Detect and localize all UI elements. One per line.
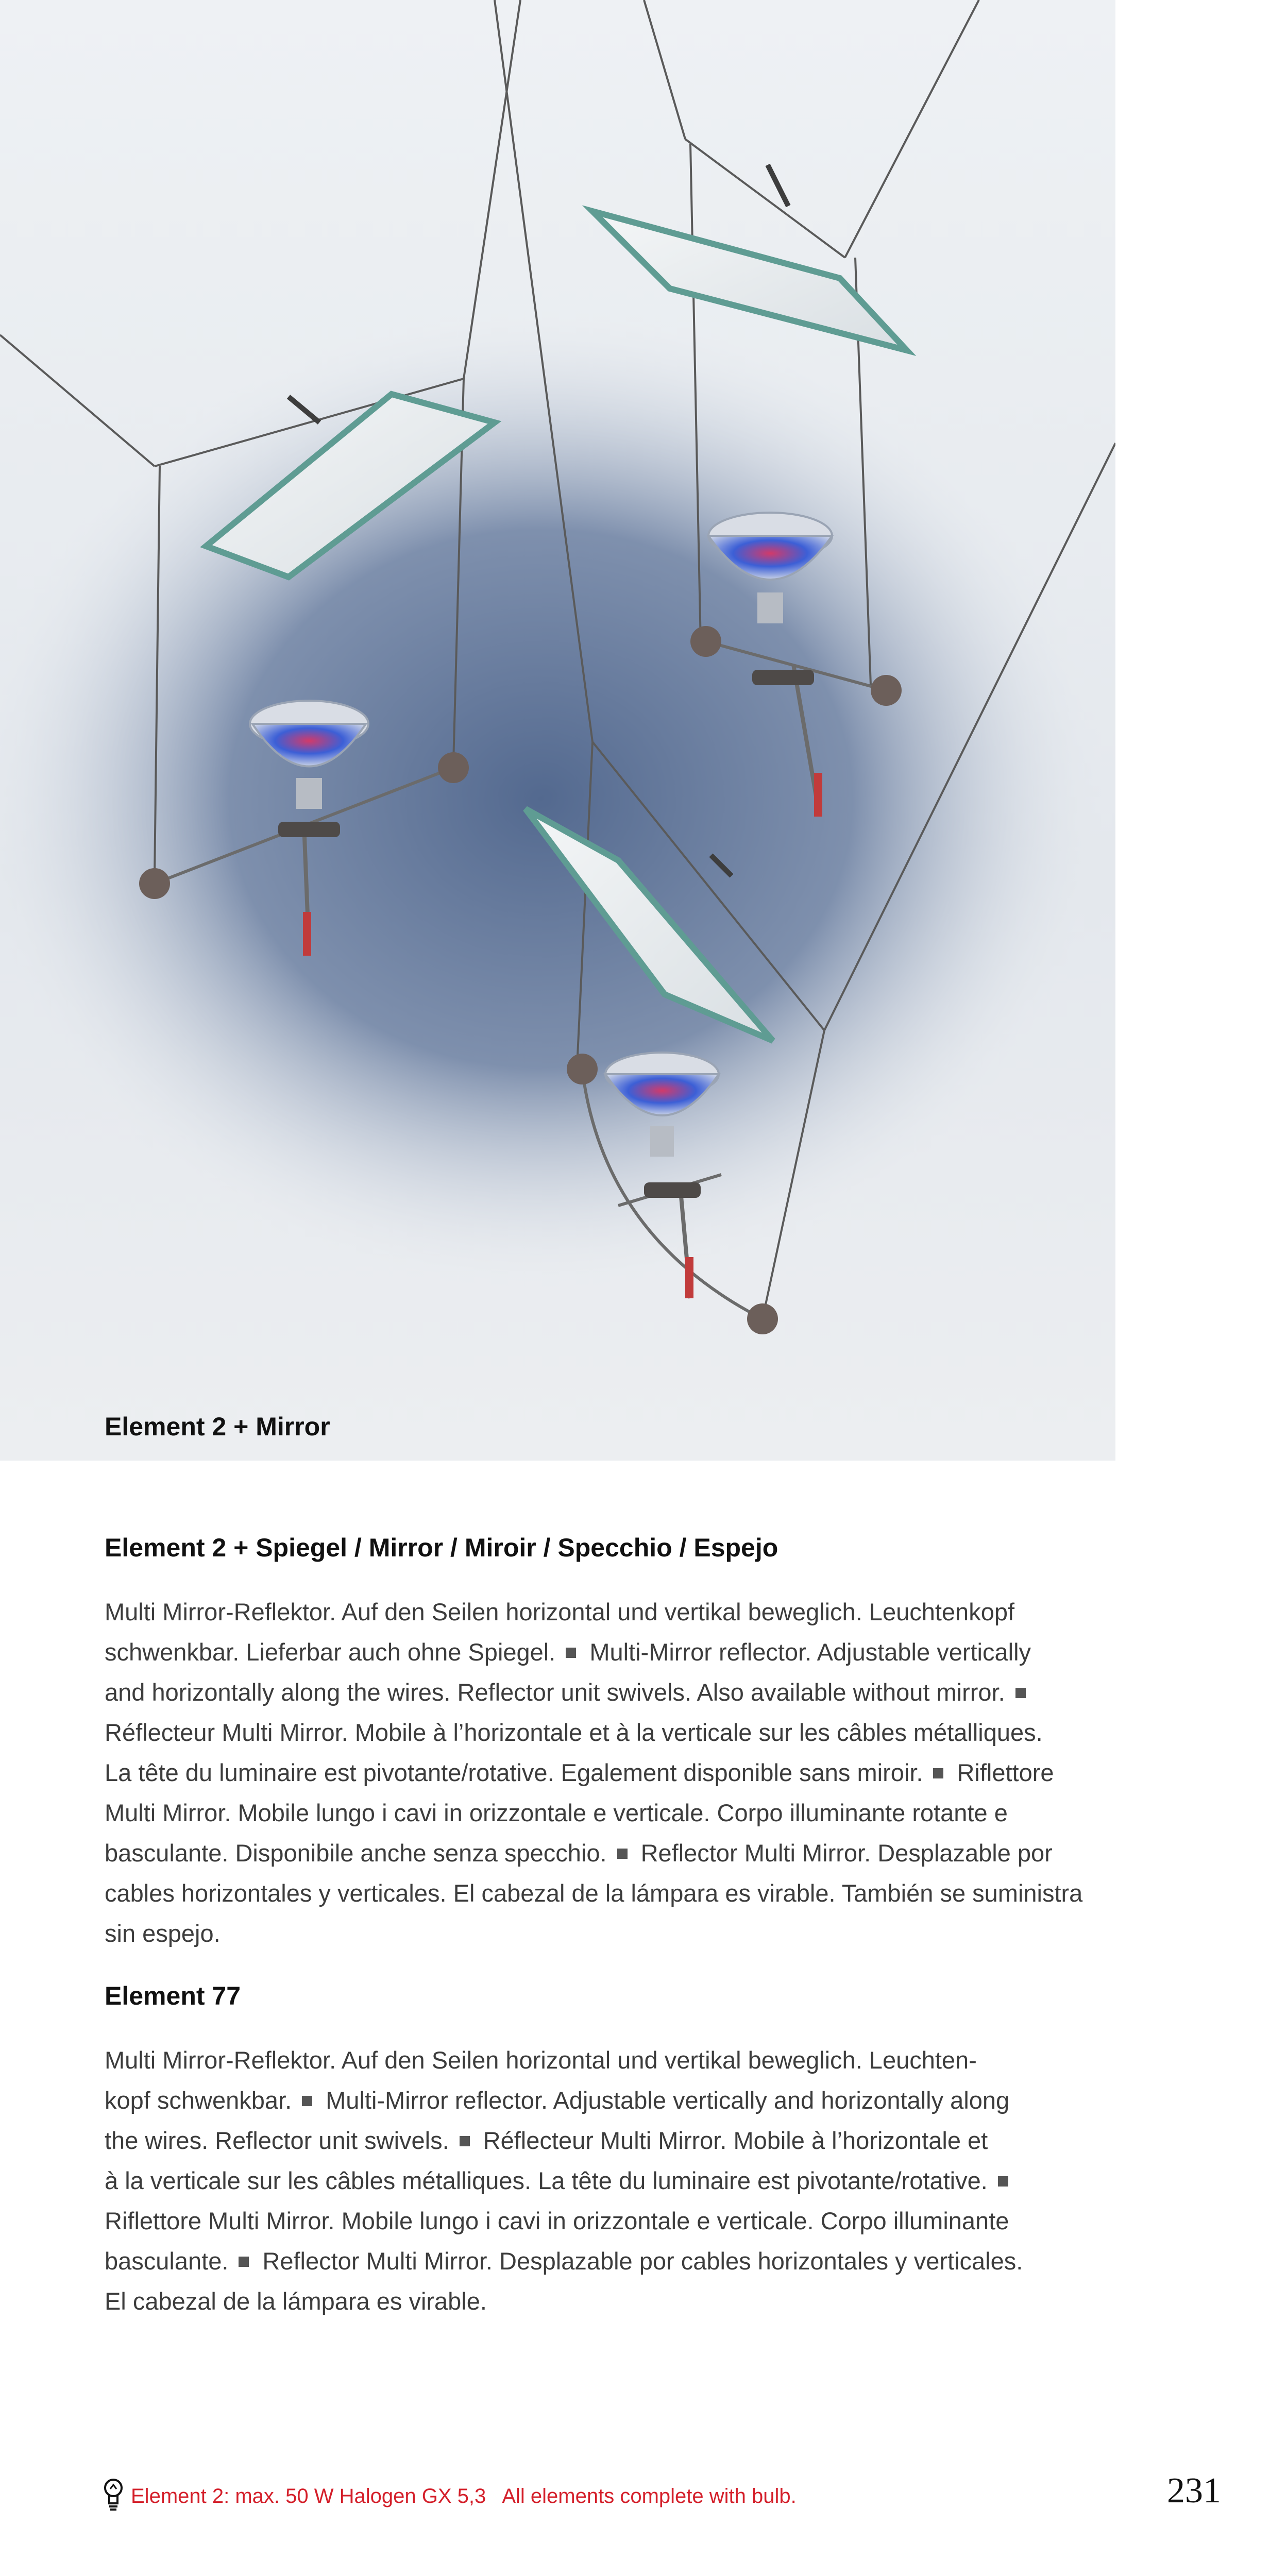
text-line: Multi Mirror-Reflektor. Auf den Seilen horizontal und vertikal beweglich. Leuchten-	[105, 2046, 977, 2074]
section-heading-element-77: Element 77	[105, 1981, 241, 2010]
text-line: El cabezal de la lámpara es virable.	[105, 2287, 487, 2315]
footer-note	[103, 2473, 797, 2519]
text-line: à la verticale sur les câbles métalliques. La tête du luminaire est pivotante/rotative.	[105, 2161, 1109, 2201]
separator-square-icon	[239, 2257, 249, 2267]
section-heading-element-2: Element 2 + Spiegel / Mirror / Miroir / Specchio / Espejo	[105, 1533, 778, 1562]
separator-square-icon	[302, 2096, 312, 2106]
separator-square-icon	[933, 1768, 943, 1778]
bulb-icon	[103, 2478, 124, 2515]
separator-square-icon	[617, 1849, 628, 1859]
footer-note-text: Element 2: max. 50 W Halogen GX 5,3 All elements complete with bulb.	[131, 2484, 797, 2507]
page-number: 231	[1167, 2471, 1221, 2511]
mirror-lamp-illustration	[0, 0, 1115, 1461]
text-line: kopf schwenkbar. Multi-Mirror reflector. Adjustable vertically and horizontally along	[105, 2087, 1010, 2114]
text-line: cables horizontales y verticales. El cabezal de la lámpara es virable. También se suministra	[105, 1879, 1083, 1907]
separator-square-icon	[460, 2136, 470, 2146]
figure-caption: Element 2 + Mirror	[105, 1412, 330, 1441]
text-line: schwenkbar. Lieferbar auch ohne Spiegel. Multi-Mirror reflector. Adjustable vertically	[105, 1638, 1031, 1666]
text-line: Réflecteur Multi Mirror. Mobile à l’horizontale et à la verticale sur les câbles métalliques.	[105, 1719, 1043, 1746]
text-line: Multi Mirror-Reflektor. Auf den Seilen horizontal und vertikal beweglich. Leuchtenkopf	[105, 1598, 1015, 1625]
text-line: the wires. Reflector unit swivels. Réflecteur Multi Mirror. Mobile à l’horizontale et	[105, 2127, 988, 2154]
text-line: Multi Mirror. Mobile lungo i cavi in orizzontale e verticale. Corpo illuminante rotante e	[105, 1799, 1008, 1826]
text-line: and horizontally along the wires. Reflector unit swivels. Also available without mirror.	[105, 1672, 1109, 1713]
separator-square-icon	[566, 1648, 576, 1658]
text-line: basculante. Disponibile anche senza specchio. Reflector Multi Mirror. Desplazable por	[105, 1839, 1053, 1867]
product-photo	[0, 0, 1115, 1461]
text-line: La tête du luminaire est pivotante/rotative. Egalement disponible sans miroir. Riflettore	[105, 1759, 1054, 1786]
text-line: basculante. Reflector Multi Mirror. Desplazable por cables horizontales y verticales.	[105, 2247, 1023, 2275]
separator-square-icon	[998, 2176, 1008, 2187]
text-line: Riflettore Multi Mirror. Mobile lungo i cavi in orizzontale e verticale. Corpo illuminante	[105, 2207, 1009, 2234]
separator-square-icon	[1015, 1688, 1026, 1698]
section-body-element-2	[105, 1592, 1109, 1954]
text-line: sin espejo.	[105, 1920, 221, 1947]
section-body-element-77	[105, 2040, 1109, 2321]
